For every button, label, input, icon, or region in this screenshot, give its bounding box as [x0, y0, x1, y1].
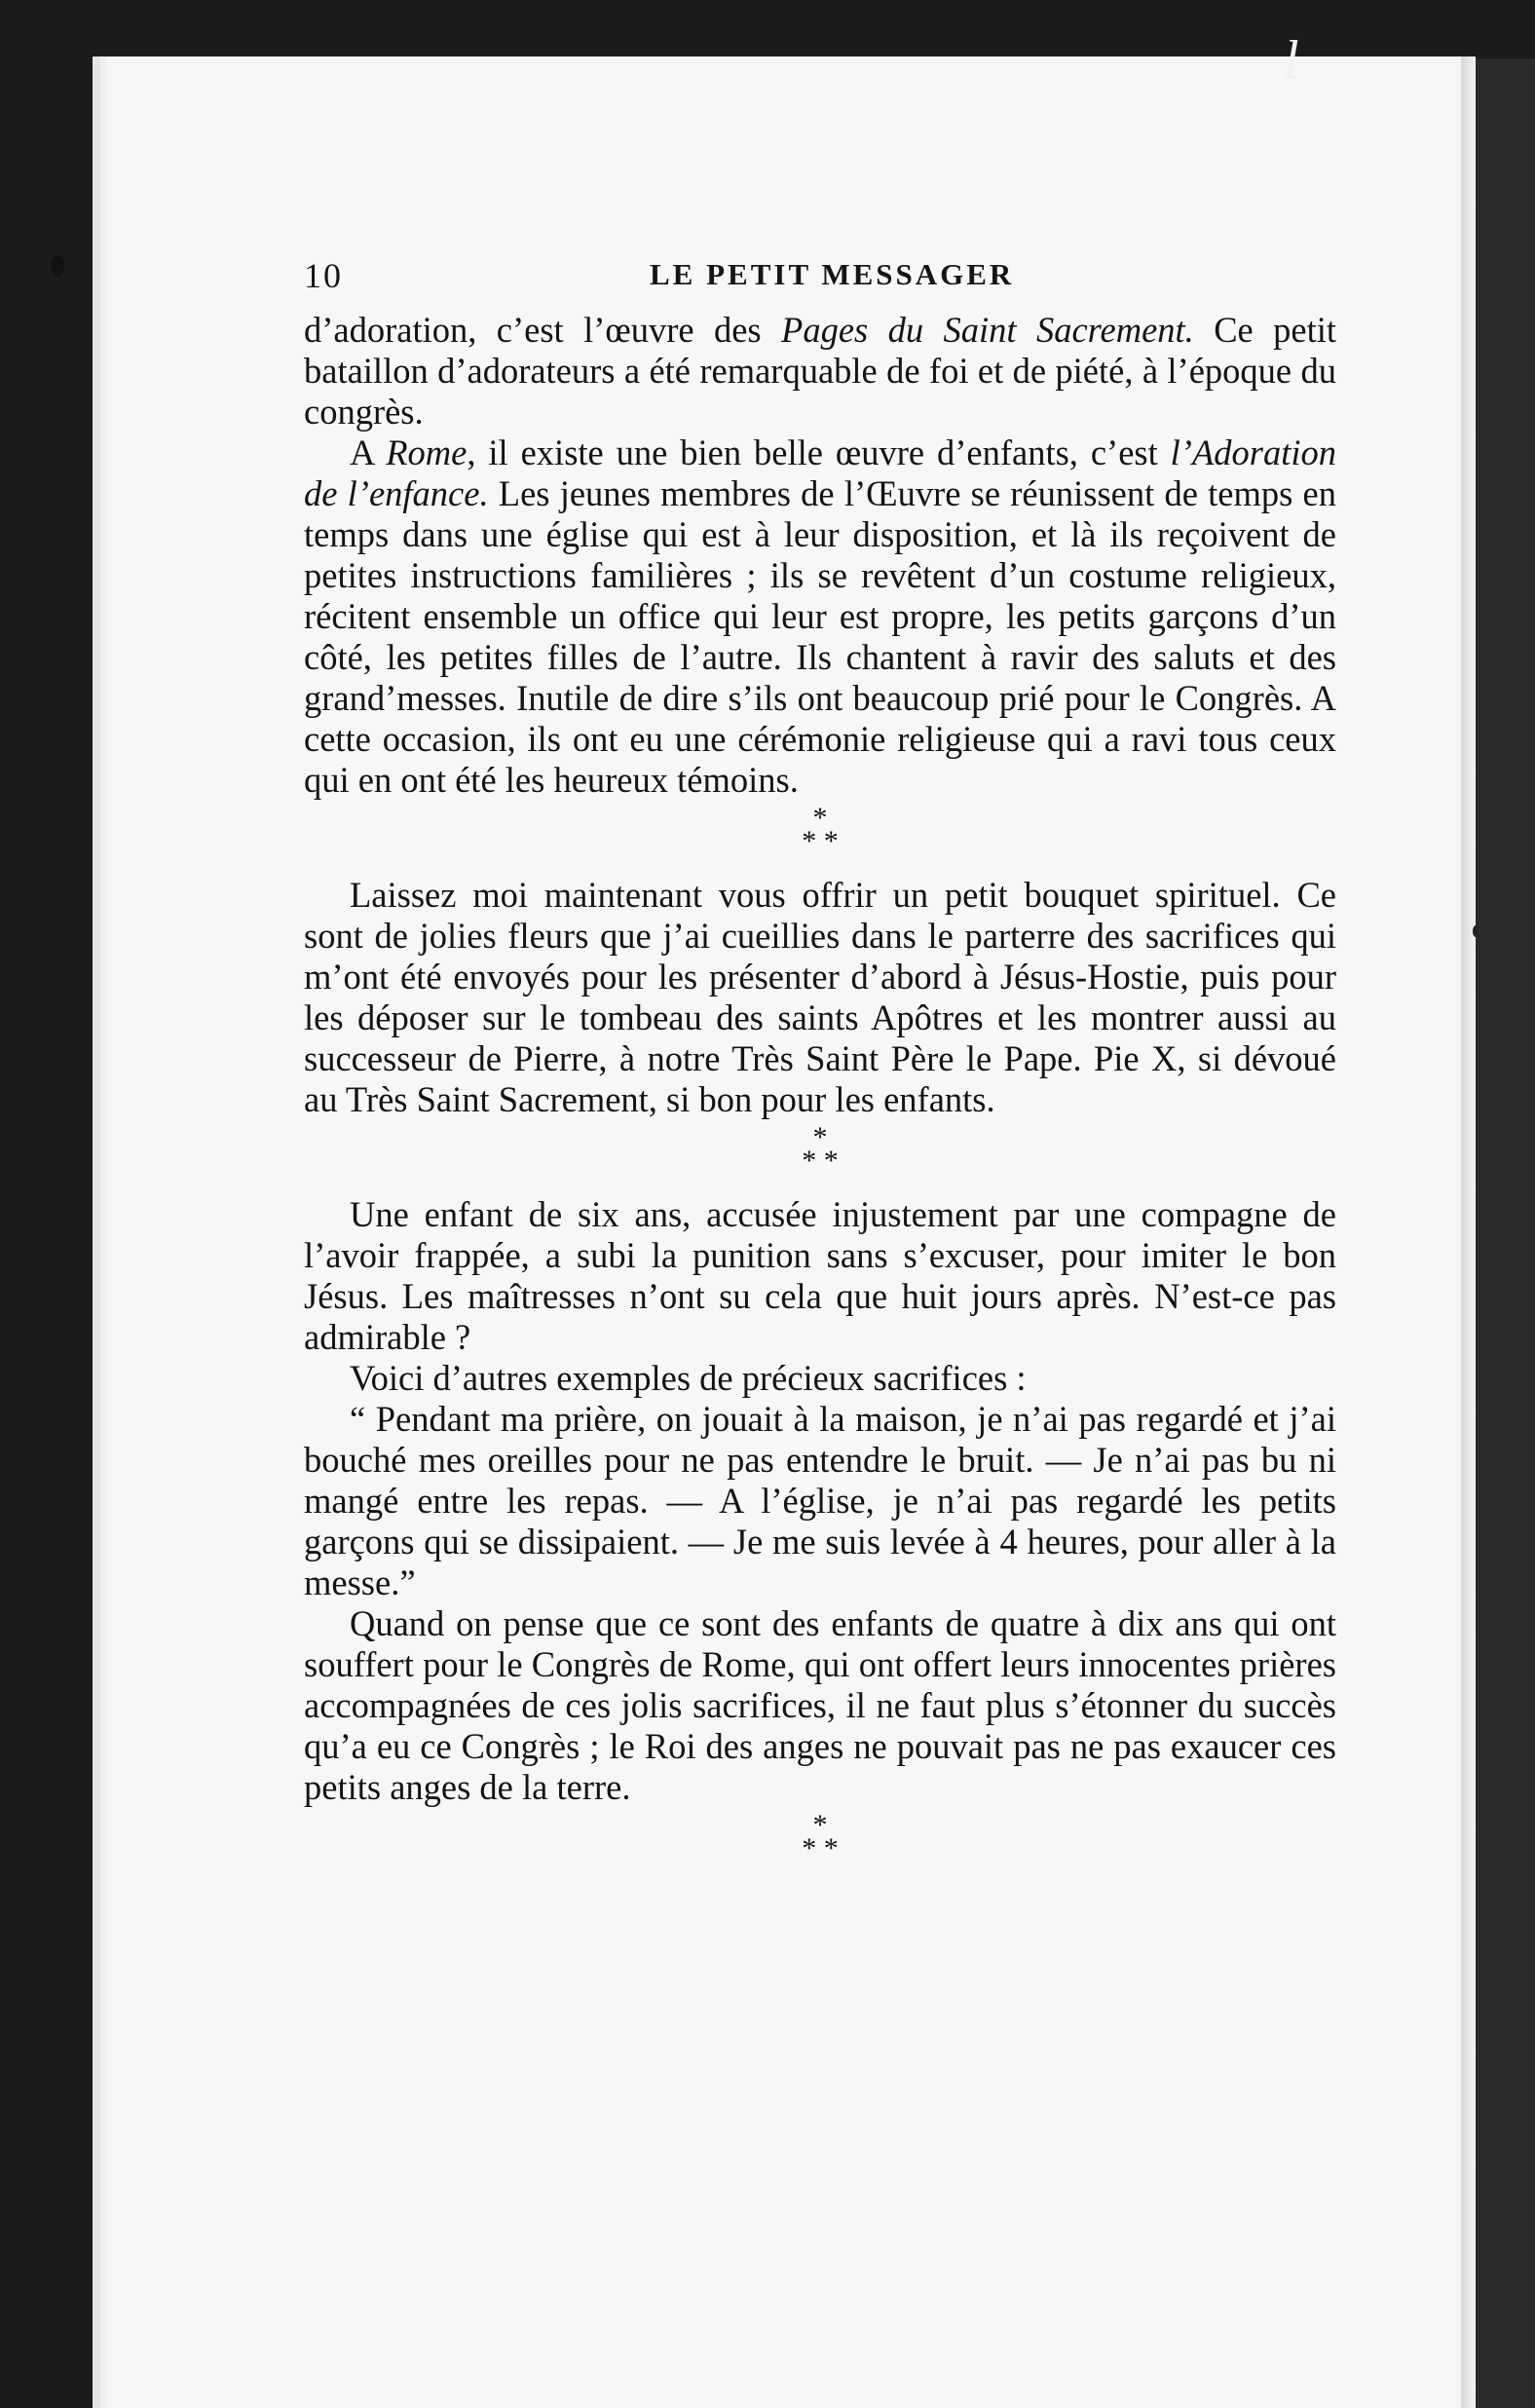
page-edge [1461, 56, 1475, 2408]
text-run: A [350, 433, 387, 472]
body-text [304, 310, 1336, 1882]
text-run: Les jeunes membres de l’Œuvre se réunissent de temps en temps dans une église qui est à leur disposition, et là ils reçoivent de petites instructions familières ; ils se revêtent d’un costume religieux, récitent ensemble un office qui leur est propre, les petits garçons d’un côté, les petites filles de l’autre. Ils chantent à ravir des saluts et des grand’messes. Inutile de dire s’ils ont beaucoup prié pour le Congrès. A cette occasion, ils ont eu une cérémonie religieuse qui a ravi tous ceux qui en ont été les heureux témoins. [304, 473, 1336, 800]
corner-mark: l [1284, 30, 1299, 91]
asterism-top: * [812, 1121, 828, 1153]
scan-speck [1473, 925, 1479, 937]
italic-title: Pages du Saint Sacrement. [781, 310, 1194, 350]
scan-speck [51, 255, 64, 277]
asterism [304, 1809, 1336, 1864]
paragraph [304, 433, 1336, 801]
paragraph: Quand on pense que ce sont des enfants de quatre à dix ans qui ont souffert pour le Congrès de Rome, qui ont offert leurs innocentes prières accompagnées de ces jolis sacrifices, il ne faut plus s’étonner du succès qu’a eu ce Congrès ; le Roi des anges ne pouvait pas ne pas exaucer ces petits anges de la terre. [304, 1603, 1336, 1807]
paragraph: Voici d’autres exemples de précieux sacrifices : [350, 1358, 1027, 1398]
page-header [304, 255, 1336, 304]
text-run: d’adoration, c’est l’œuvre des [304, 310, 782, 350]
asterism [304, 802, 1336, 857]
italic-place: Rome [386, 433, 468, 472]
asterism-top: * [812, 1809, 828, 1841]
paragraph [304, 310, 1336, 433]
page-number: 10 [304, 256, 343, 295]
text-run: , il existe une bien belle œuvre d’enfants, c’est [467, 433, 1171, 472]
text-run: Ce petit bataillon d’adorateurs a été remarquable de foi et de piété, à l’époque du congrès. [304, 310, 1337, 432]
italic-title: l’Adoration de l’enfance. [304, 433, 1336, 513]
asterism [304, 1121, 1336, 1177]
paragraph: Une enfant de six ans, accusée injustement par une compagne de l’avoir frappée, a subi la punition sans s’excuser, pour imiter le bon Jésus. Les maîtresses n’ont su cela que huit jours après. N’est-ce pas admirable ? [304, 1194, 1336, 1357]
paragraph: Laissez moi maintenant vous offrir un petit bouquet spirituel. Ce sont de jolies fleurs que j’ai cueillies dans le parterre des sacrifices qui m’ont été envoyés pour les présenter d’abord à Jésus-Hostie, puis pour les déposer sur le tombeau des saints Apôtres et les montrer aussi au successeur de Pierre, à notre Très Saint Père le Pape. Pie X, si dévoué au Très Saint Sacrement, si bon pour les enfants. [304, 875, 1336, 1119]
asterism-bottom: * * [802, 1145, 839, 1177]
asterism-bottom: * * [802, 1832, 839, 1864]
paragraph: “ Pendant ma prière, on jouait à la maison, je n’ai pas regardé et j’ai bouché mes oreilles pour ne pas entendre le bruit. — Je n’ai pas bu ni mangé entre les repas. — A l’église, je n’ai pas regardé les petits garçons qui se dissipaient. — Je me suis levée à 4 heures, pour aller à la messe.” [304, 1399, 1336, 1602]
asterism-top: * [812, 802, 828, 834]
asterism-bottom: * * [802, 825, 839, 857]
running-title: LE PETIT MESSAGER [650, 257, 1015, 291]
